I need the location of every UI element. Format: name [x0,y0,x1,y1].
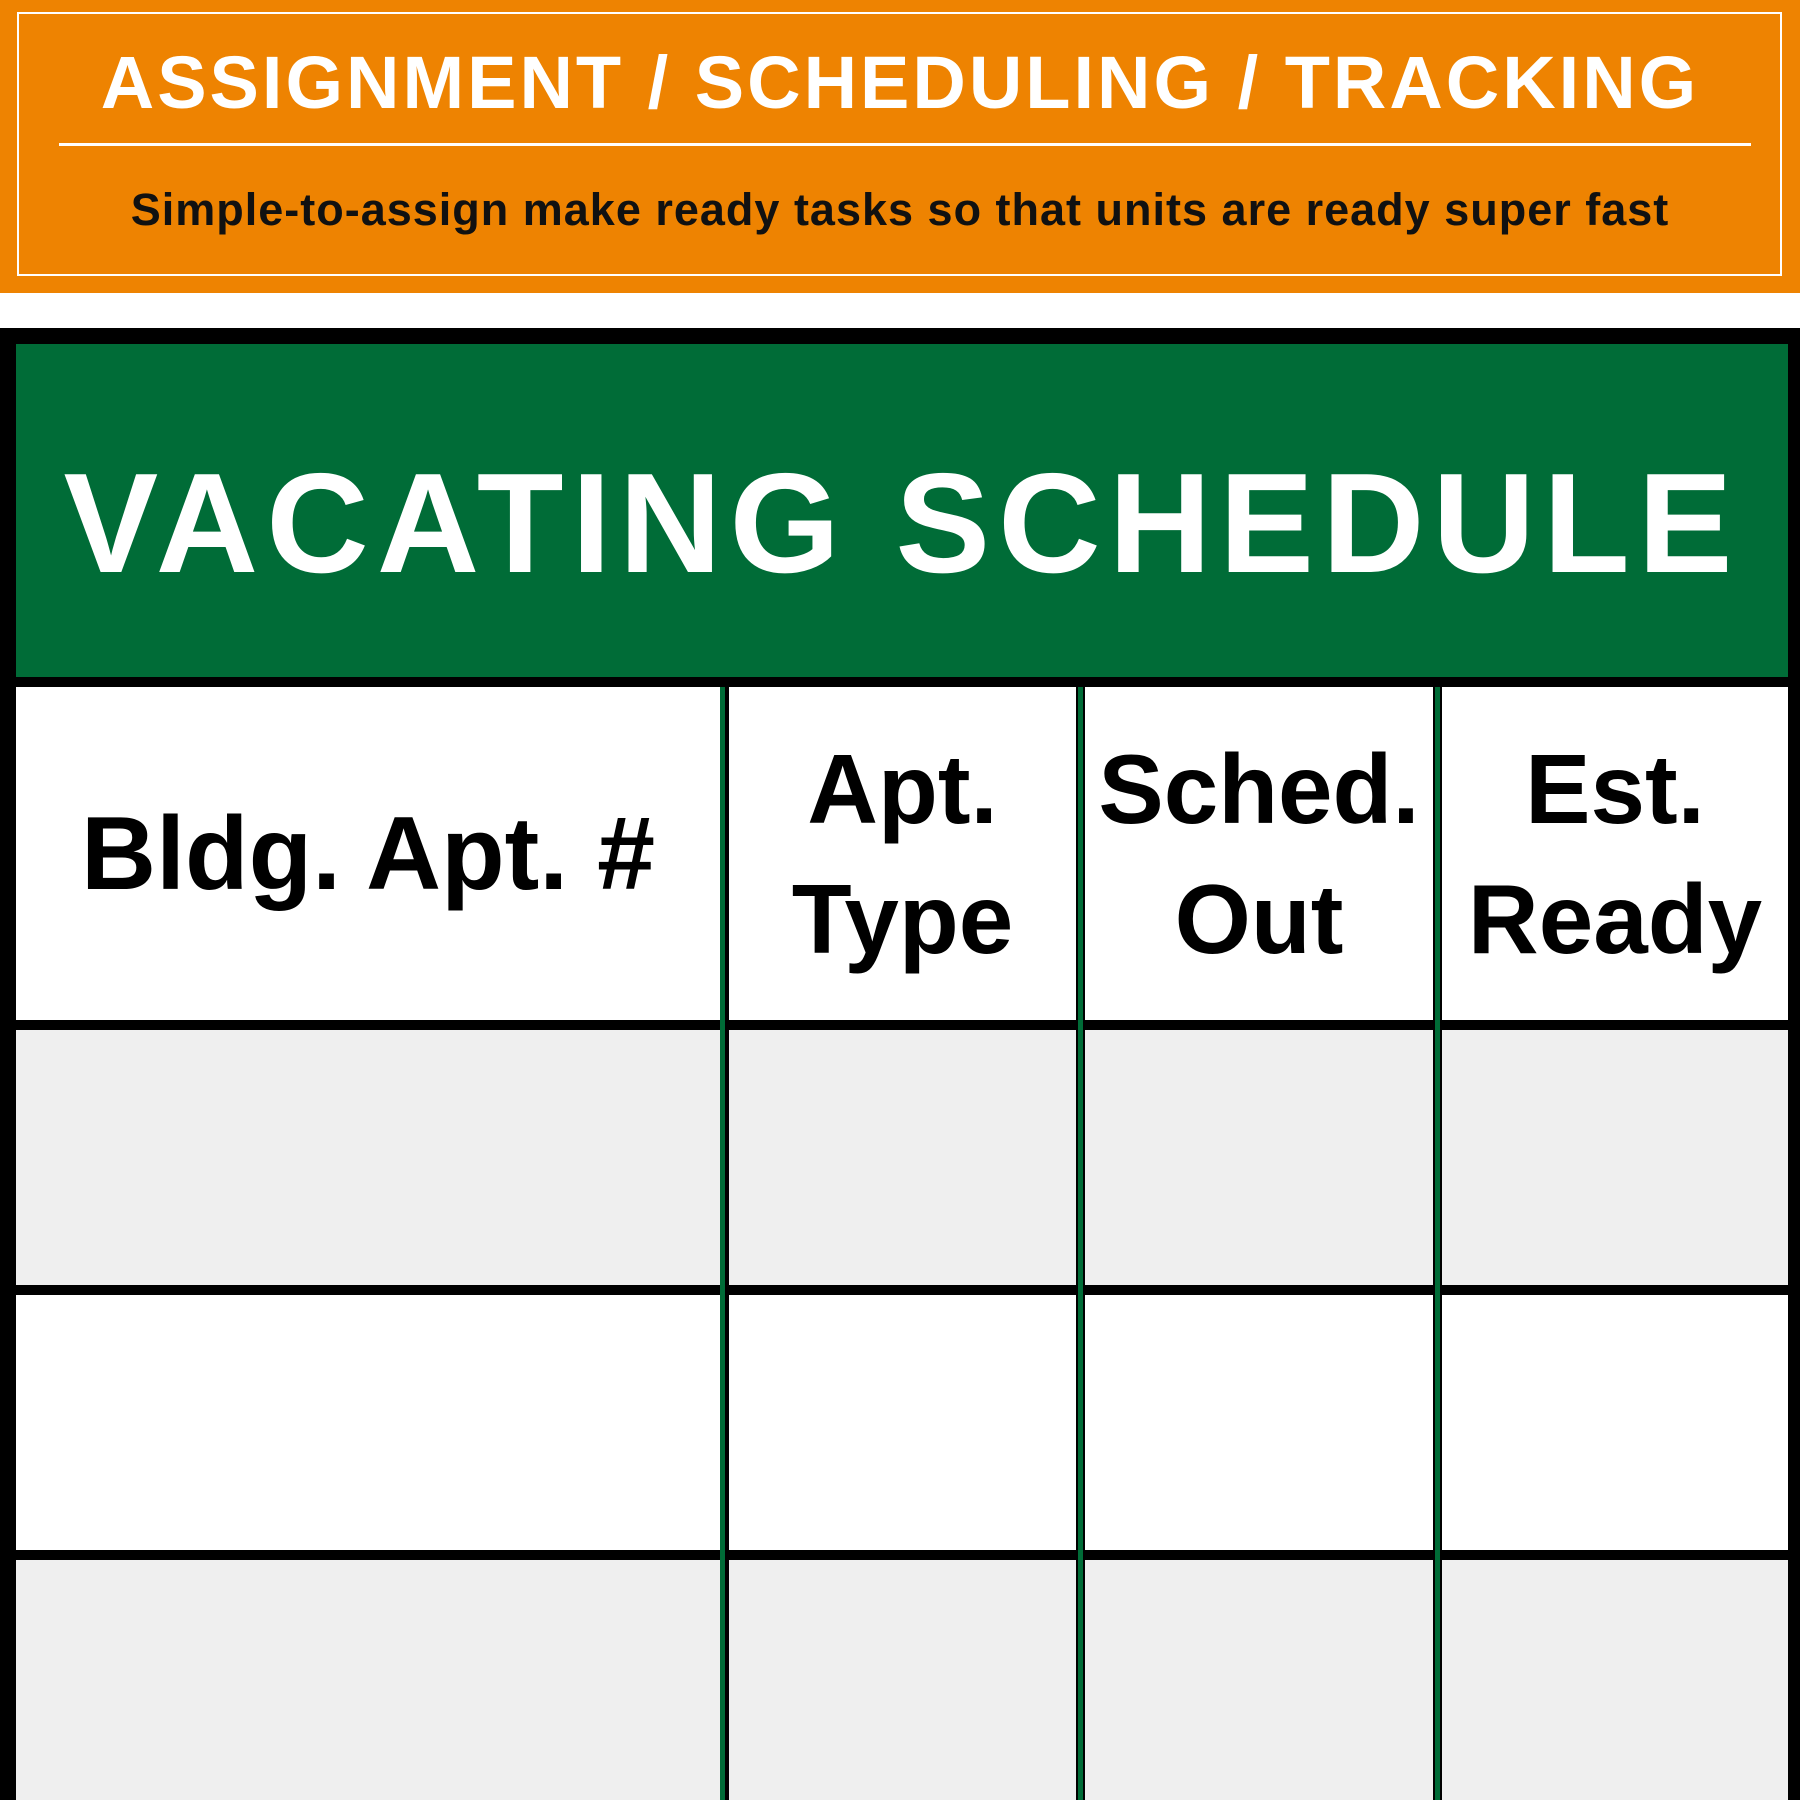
banner-subtitle: Simple-to-assign make ready tasks so that units are ready super fast [130,184,1670,235]
table-cell[interactable] [16,1030,720,1285]
banner-title: ASSIGNMENT / SCHEDULING / TRACKING [100,41,1700,124]
column-header-apt-type [729,687,1076,1020]
column-header-est-ready [1442,687,1788,1020]
schedule-title: VACATING SCHEDULE [63,444,1741,603]
table-cell[interactable] [1085,1295,1433,1550]
column-divider [720,687,725,1800]
table-cell[interactable] [729,1295,1076,1550]
table-cell[interactable] [729,1560,1076,1800]
column-header-label: Bldg. Apt. # [81,795,655,912]
table-cell[interactable] [1442,1030,1788,1285]
table-cell[interactable] [729,1030,1076,1285]
column-divider [1435,687,1440,1800]
column-divider [1078,687,1083,1800]
table-cell[interactable] [1085,1560,1433,1800]
column-header-sched-out [1085,687,1433,1020]
table-cell[interactable] [16,1295,720,1550]
table-cell[interactable] [1442,1560,1788,1800]
column-header-label: Apt. Type [791,733,1014,974]
table-cell[interactable] [16,1560,720,1800]
column-header-bldg-apt [16,687,720,1020]
table-cell[interactable] [1442,1295,1788,1550]
top-banner [0,0,1800,293]
column-header-label: Sched. Out [1098,733,1420,974]
schedule-title-bar [16,344,1788,677]
banner-divider [59,143,1751,146]
vacating-schedule-table [0,328,1800,1800]
table-cell[interactable] [1085,1030,1433,1285]
column-header-label: Est. Ready [1467,733,1763,974]
